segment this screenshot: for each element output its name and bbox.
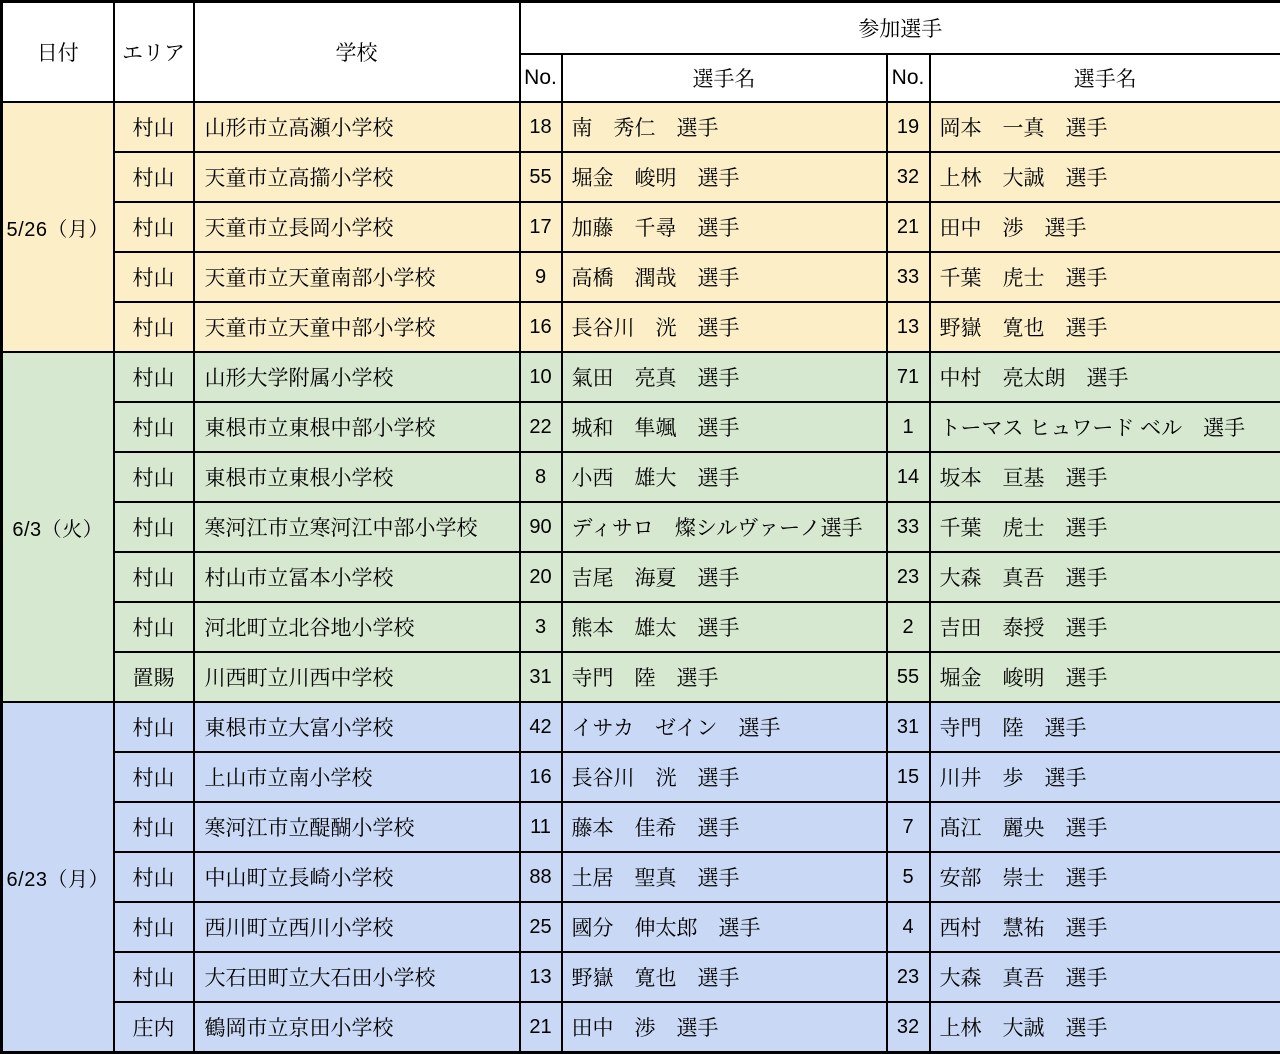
player2-name-cell: 上林 大誠 選手	[930, 152, 1280, 202]
school-cell: 山形大学附属小学校	[194, 352, 520, 402]
table-row	[2, 1002, 1280, 1053]
header-area: エリア	[114, 2, 194, 103]
player2-number-cell: 19	[887, 102, 930, 152]
player1-number-cell: 88	[520, 852, 562, 902]
player2-number-cell: 13	[887, 302, 930, 352]
header-date: 日付	[2, 2, 114, 103]
school-cell: 西川町立西川小学校	[194, 902, 520, 952]
school-cell: 東根市立東根小学校	[194, 452, 520, 502]
area-cell: 村山	[114, 852, 194, 902]
school-cell: 山形市立高瀬小学校	[194, 102, 520, 152]
player2-number-cell: 1	[887, 402, 930, 452]
table-row	[2, 152, 1280, 202]
header-player-1: 選手名	[562, 54, 887, 102]
player1-name-cell: ディサロ 燦シルヴァーノ選手	[562, 502, 887, 552]
header-school: 学校	[194, 2, 520, 103]
player1-number-cell: 55	[520, 152, 562, 202]
area-cell: 村山	[114, 902, 194, 952]
school-cell: 中山町立長崎小学校	[194, 852, 520, 902]
school-cell: 東根市立大富小学校	[194, 702, 520, 752]
school-cell: 大石田町立大石田小学校	[194, 952, 520, 1002]
area-cell: 村山	[114, 602, 194, 652]
table-row	[2, 702, 1280, 752]
date-cell: 5/26（月）	[2, 102, 114, 352]
table-row	[2, 402, 1280, 452]
player1-name-cell: 長谷川 洸 選手	[562, 302, 887, 352]
player2-name-cell: 岡本 一真 選手	[930, 102, 1280, 152]
table-row	[2, 252, 1280, 302]
player1-number-cell: 90	[520, 502, 562, 552]
player2-name-cell: 川井 歩 選手	[930, 752, 1280, 802]
area-cell: 村山	[114, 452, 194, 502]
header-participants: 参加選手	[520, 2, 1280, 55]
table-header	[2, 2, 1280, 103]
table-row	[2, 102, 1280, 152]
area-cell: 村山	[114, 502, 194, 552]
area-cell: 村山	[114, 352, 194, 402]
area-cell: 村山	[114, 202, 194, 252]
player1-name-cell: 土居 聖真 選手	[562, 852, 887, 902]
player2-name-cell: 千葉 虎士 選手	[930, 252, 1280, 302]
player1-number-cell: 3	[520, 602, 562, 652]
header-no-2: No.	[887, 54, 930, 102]
date-cell: 6/23（月）	[2, 702, 114, 1053]
player1-number-cell: 31	[520, 652, 562, 702]
area-cell: 村山	[114, 402, 194, 452]
player2-name-cell: 西村 慧祐 選手	[930, 902, 1280, 952]
table-row	[2, 752, 1280, 802]
table-row	[2, 502, 1280, 552]
area-cell: 村山	[114, 552, 194, 602]
player1-number-cell: 13	[520, 952, 562, 1002]
player1-number-cell: 10	[520, 352, 562, 402]
player2-number-cell: 32	[887, 152, 930, 202]
player1-name-cell: 田中 渉 選手	[562, 1002, 887, 1053]
player2-number-cell: 15	[887, 752, 930, 802]
school-cell: 天童市立天童南部小学校	[194, 252, 520, 302]
school-cell: 寒河江市立寒河江中部小学校	[194, 502, 520, 552]
player2-number-cell: 2	[887, 602, 930, 652]
player1-name-cell: 氣田 亮真 選手	[562, 352, 887, 402]
player2-name-cell: 安部 崇士 選手	[930, 852, 1280, 902]
player1-number-cell: 11	[520, 802, 562, 852]
player1-number-cell: 8	[520, 452, 562, 502]
player2-name-cell: 髙江 麗央 選手	[930, 802, 1280, 852]
player2-number-cell: 33	[887, 252, 930, 302]
player2-number-cell: 23	[887, 952, 930, 1002]
player1-number-cell: 21	[520, 1002, 562, 1053]
school-cell: 東根市立東根中部小学校	[194, 402, 520, 452]
area-cell: 村山	[114, 802, 194, 852]
player2-name-cell: 大森 真吾 選手	[930, 952, 1280, 1002]
table-body	[2, 102, 1280, 1053]
player2-number-cell: 32	[887, 1002, 930, 1053]
date-cell: 6/3（火）	[2, 352, 114, 702]
player2-name-cell: 中村 亮太朗 選手	[930, 352, 1280, 402]
player2-name-cell: 吉田 泰授 選手	[930, 602, 1280, 652]
player1-name-cell: 吉尾 海夏 選手	[562, 552, 887, 602]
table-row	[2, 902, 1280, 952]
player1-number-cell: 25	[520, 902, 562, 952]
player1-number-cell: 9	[520, 252, 562, 302]
school-cell: 河北町立北谷地小学校	[194, 602, 520, 652]
table-row	[2, 302, 1280, 352]
player2-number-cell: 23	[887, 552, 930, 602]
school-cell: 上山市立南小学校	[194, 752, 520, 802]
area-cell: 置賜	[114, 652, 194, 702]
player1-number-cell: 16	[520, 752, 562, 802]
player2-number-cell: 31	[887, 702, 930, 752]
player1-name-cell: 藤本 佳希 選手	[562, 802, 887, 852]
area-cell: 村山	[114, 702, 194, 752]
table-row	[2, 652, 1280, 702]
player2-number-cell: 33	[887, 502, 930, 552]
header-player-2: 選手名	[930, 54, 1280, 102]
area-cell: 村山	[114, 752, 194, 802]
player2-name-cell: 千葉 虎士 選手	[930, 502, 1280, 552]
school-cell: 天童市立高擶小学校	[194, 152, 520, 202]
school-cell: 天童市立天童中部小学校	[194, 302, 520, 352]
player1-name-cell: 小西 雄大 選手	[562, 452, 887, 502]
player2-name-cell: トーマス ヒュワード ベル 選手	[930, 402, 1280, 452]
player1-name-cell: 野嶽 寛也 選手	[562, 952, 887, 1002]
school-cell: 村山市立冨本小学校	[194, 552, 520, 602]
table-row	[2, 602, 1280, 652]
area-cell: 村山	[114, 952, 194, 1002]
player2-number-cell: 7	[887, 802, 930, 852]
school-cell: 天童市立長岡小学校	[194, 202, 520, 252]
player1-name-cell: 寺門 陸 選手	[562, 652, 887, 702]
area-cell: 村山	[114, 252, 194, 302]
school-cell: 寒河江市立醍醐小学校	[194, 802, 520, 852]
player2-name-cell: 上林 大誠 選手	[930, 1002, 1280, 1053]
player2-name-cell: 田中 渉 選手	[930, 202, 1280, 252]
table-row	[2, 852, 1280, 902]
player2-number-cell: 71	[887, 352, 930, 402]
player2-number-cell: 55	[887, 652, 930, 702]
table-row	[2, 202, 1280, 252]
school-cell: 鶴岡市立京田小学校	[194, 1002, 520, 1053]
player1-number-cell: 42	[520, 702, 562, 752]
player1-name-cell: 國分 伸太郎 選手	[562, 902, 887, 952]
area-cell: 庄内	[114, 1002, 194, 1053]
player2-name-cell: 大森 真吾 選手	[930, 552, 1280, 602]
player2-number-cell: 4	[887, 902, 930, 952]
player1-name-cell: 熊本 雄太 選手	[562, 602, 887, 652]
player2-number-cell: 14	[887, 452, 930, 502]
area-cell: 村山	[114, 152, 194, 202]
player1-name-cell: 城和 隼颯 選手	[562, 402, 887, 452]
player1-name-cell: 高橋 潤哉 選手	[562, 252, 887, 302]
player1-name-cell: 加藤 千尋 選手	[562, 202, 887, 252]
player1-name-cell: 堀金 峻明 選手	[562, 152, 887, 202]
table-row	[2, 552, 1280, 602]
table-row	[2, 352, 1280, 402]
header-row-top	[2, 2, 1280, 55]
player1-name-cell: イサカ ゼイン 選手	[562, 702, 887, 752]
area-cell: 村山	[114, 302, 194, 352]
player2-number-cell: 5	[887, 852, 930, 902]
player2-name-cell: 野嶽 寛也 選手	[930, 302, 1280, 352]
player2-number-cell: 21	[887, 202, 930, 252]
player1-number-cell: 20	[520, 552, 562, 602]
player2-name-cell: 坂本 亘基 選手	[930, 452, 1280, 502]
header-no-1: No.	[520, 54, 562, 102]
area-cell: 村山	[114, 102, 194, 152]
table-row	[2, 452, 1280, 502]
player2-name-cell: 寺門 陸 選手	[930, 702, 1280, 752]
table-row	[2, 952, 1280, 1002]
player2-name-cell: 堀金 峻明 選手	[930, 652, 1280, 702]
player1-number-cell: 22	[520, 402, 562, 452]
player1-name-cell: 南 秀仁 選手	[562, 102, 887, 152]
school-cell: 川西町立川西中学校	[194, 652, 520, 702]
player1-number-cell: 16	[520, 302, 562, 352]
table-row	[2, 802, 1280, 852]
player1-name-cell: 長谷川 洸 選手	[562, 752, 887, 802]
player1-number-cell: 17	[520, 202, 562, 252]
player1-number-cell: 18	[520, 102, 562, 152]
